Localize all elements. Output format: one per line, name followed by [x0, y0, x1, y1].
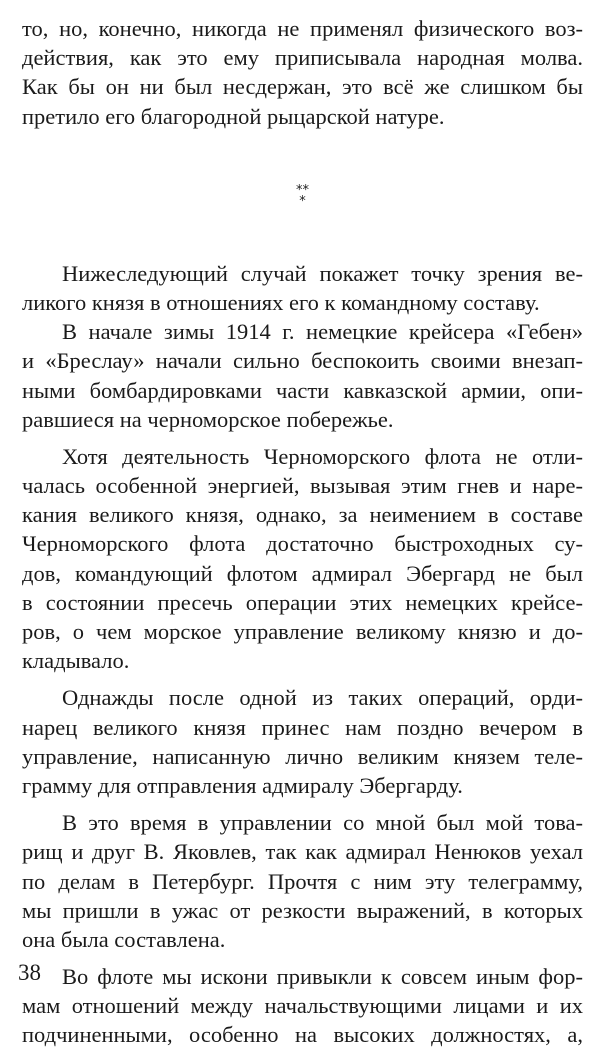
text-line: ными бомбардировками части кавказской армии, опи- — [22, 377, 583, 403]
text-line: действия, как это ему приписывала народная молва. — [22, 45, 583, 71]
paragraph-2 — [22, 259, 583, 317]
text-line: мам отношений между начальствующими лицами и их — [22, 993, 583, 1019]
text-line: Однажды после одной из таких операций, орди- — [62, 685, 583, 711]
text-line: мы пришли в ужас от резкости выражений, в которых — [22, 897, 583, 923]
text-line: В это время в управлении со мной был мой това- — [62, 810, 583, 836]
text-line: она была составлена. — [22, 926, 226, 952]
paragraph-4 — [22, 442, 583, 676]
text-line: подчиненными, особенно на высоких должностях, а, — [22, 1022, 583, 1048]
text-line: равшиеся на черноморское побережье. — [22, 406, 394, 432]
text-line: Нижеследующий случай покажет точку зрения ве- — [62, 260, 583, 286]
text-line: Как бы он ни был несдержан, это всё же слишком бы — [22, 74, 583, 100]
text-line: то, но, конечно, никогда не применял физического воз- — [22, 16, 583, 41]
separator-top: ** — [296, 182, 309, 198]
paragraph-5 — [22, 683, 583, 800]
text-line: управление, написанную лично великим князем теле- — [22, 743, 583, 769]
text-line: Хотя деятельность Черноморского флота не отли- — [62, 443, 583, 469]
text-line: Во флоте мы искони привыкли к совсем иным фор- — [62, 964, 583, 990]
paragraph-7 — [22, 962, 583, 1050]
text-line: в состоянии пресечь операции этих немецких крейсе- — [22, 589, 583, 615]
text-line: В начале зимы 1914 г. немецкие крейсера «Гебен» — [62, 319, 583, 345]
paragraph-1 — [22, 14, 583, 131]
separator-bottom: * — [299, 193, 306, 209]
text-line: дов, командующий флотом адмирал Эбергард не был — [22, 560, 583, 586]
text-line: претило его благородной рыцарской натуре. — [22, 103, 445, 129]
text-line: нарец великого князя принес нам поздно вечером в — [22, 714, 583, 740]
section-separator-asterism — [22, 139, 583, 259]
text-line: рищ и друг В. Яковлев, так как адмирал Ненюков уехал — [22, 839, 583, 865]
text-line: по делам в Петербург. Прочтя с ним эту телеграмму, — [22, 868, 583, 894]
text-line: ликого князя в отношениях его к командному составу. — [22, 289, 540, 315]
text-line: кания великого князя, однако, за неимением в составе — [22, 502, 583, 528]
paragraph-3 — [22, 317, 583, 434]
page-body — [22, 14, 583, 1058]
text-line: Черноморского флота достаточно быстроходных су- — [22, 531, 583, 557]
text-line: ров, о чем морское управление великому князю и до- — [22, 619, 583, 644]
page-number: 38 — [18, 960, 41, 985]
text-line: чалась особенной энергией, вызывая этим гнев и наре- — [22, 473, 583, 499]
text-line: грамму для отправления адмиралу Эбергарду. — [22, 772, 463, 798]
text-line: и «Бреслау» начали сильно беспокоить своими внезап- — [22, 348, 583, 374]
paragraph-6 — [22, 808, 583, 954]
text-line: кладывало. — [22, 648, 130, 674]
